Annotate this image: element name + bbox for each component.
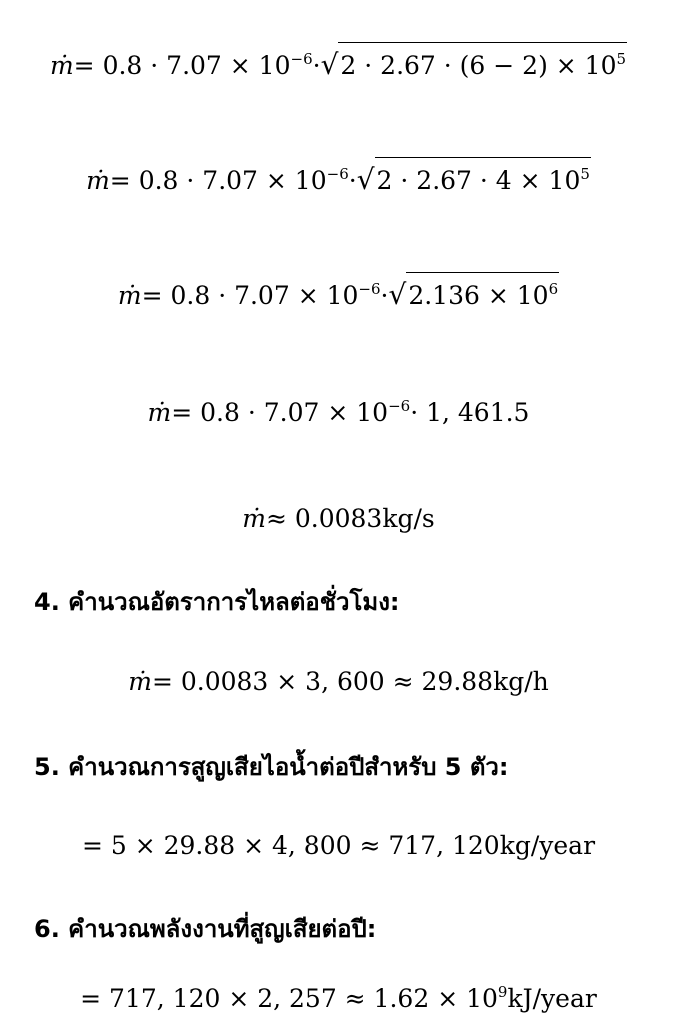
exponent: −6 xyxy=(388,397,411,415)
equation-line-5 xyxy=(0,502,677,536)
mdot-lhs: ṁ= xyxy=(117,281,163,310)
radical-sign-icon: √ xyxy=(388,278,407,311)
mdot-lhs: ṁ= xyxy=(147,398,193,427)
step-6-heading: 6. คำนวณพลังงานที่สูญเสียต่อปี: xyxy=(34,915,377,943)
radicand-exponent: 6 xyxy=(548,280,559,298)
annual-steam-loss: = 5 × 29.88 × 4, 800 ≈ 717, 120kg/year xyxy=(81,831,596,860)
sqrt-result: · 1, 461.5 xyxy=(410,398,530,427)
radicand-exponent: 5 xyxy=(580,165,590,183)
radicand-exponent: 5 xyxy=(616,50,627,68)
equation-line-4 xyxy=(0,389,677,430)
equation-line-8 xyxy=(0,975,677,1016)
square-root xyxy=(321,42,627,83)
square-root xyxy=(357,157,591,198)
mdot-lhs: ṁ= xyxy=(128,667,173,696)
equation-line-3 xyxy=(0,272,677,313)
radicand: 2 · 2.67 · 4 × 10 xyxy=(376,166,581,195)
mdot-lhs: ṁ≈ xyxy=(242,504,287,533)
mass-flow-result: 0.0083kg/s xyxy=(294,504,435,533)
multiply-dot: · xyxy=(348,166,357,195)
exponent: −6 xyxy=(326,165,349,183)
equation-line-7 xyxy=(0,829,677,863)
equation-line-1 xyxy=(0,42,677,83)
annual-energy-loss: = 717, 120 × 2, 257 ≈ 1.62 × 10 xyxy=(80,984,498,1013)
radical-sign-icon: √ xyxy=(356,163,375,196)
coefficient: 0.8 · 7.07 × 10 xyxy=(138,166,327,195)
coefficient: 0.8 · 7.07 × 10 xyxy=(200,398,389,427)
hourly-flow-result: 0.0083 × 3, 600 ≈ 29.88kg/h xyxy=(180,667,549,696)
exponent: 9 xyxy=(497,983,508,1001)
equation-line-6 xyxy=(0,665,677,699)
mdot-lhs: ṁ= xyxy=(86,166,131,195)
exponent: −6 xyxy=(358,280,381,298)
radicand: 2 · 2.67 · (6 − 2) × 10 xyxy=(340,51,617,80)
multiply-dot: · xyxy=(380,281,389,310)
coefficient: 0.8 · 7.07 × 10 xyxy=(170,281,359,310)
radicand: 2.136 × 10 xyxy=(408,281,549,310)
energy-unit: kJ/year xyxy=(507,984,597,1013)
mdot-lhs: ṁ= xyxy=(49,51,95,80)
step-4-heading: 4. คำนวณอัตราการไหลต่อชั่วโมง: xyxy=(34,588,400,616)
exponent: −6 xyxy=(290,50,313,68)
multiply-dot: · xyxy=(312,51,321,80)
square-root xyxy=(388,272,559,313)
radical-sign-icon: √ xyxy=(320,48,339,81)
coefficient: 0.8 · 7.07 × 10 xyxy=(102,51,291,80)
equation-line-2 xyxy=(0,157,677,198)
step-5-heading: 5. คำนวณการสูญเสียไอน้ำต่อปีสำหรับ 5 ตัว: xyxy=(34,753,509,781)
